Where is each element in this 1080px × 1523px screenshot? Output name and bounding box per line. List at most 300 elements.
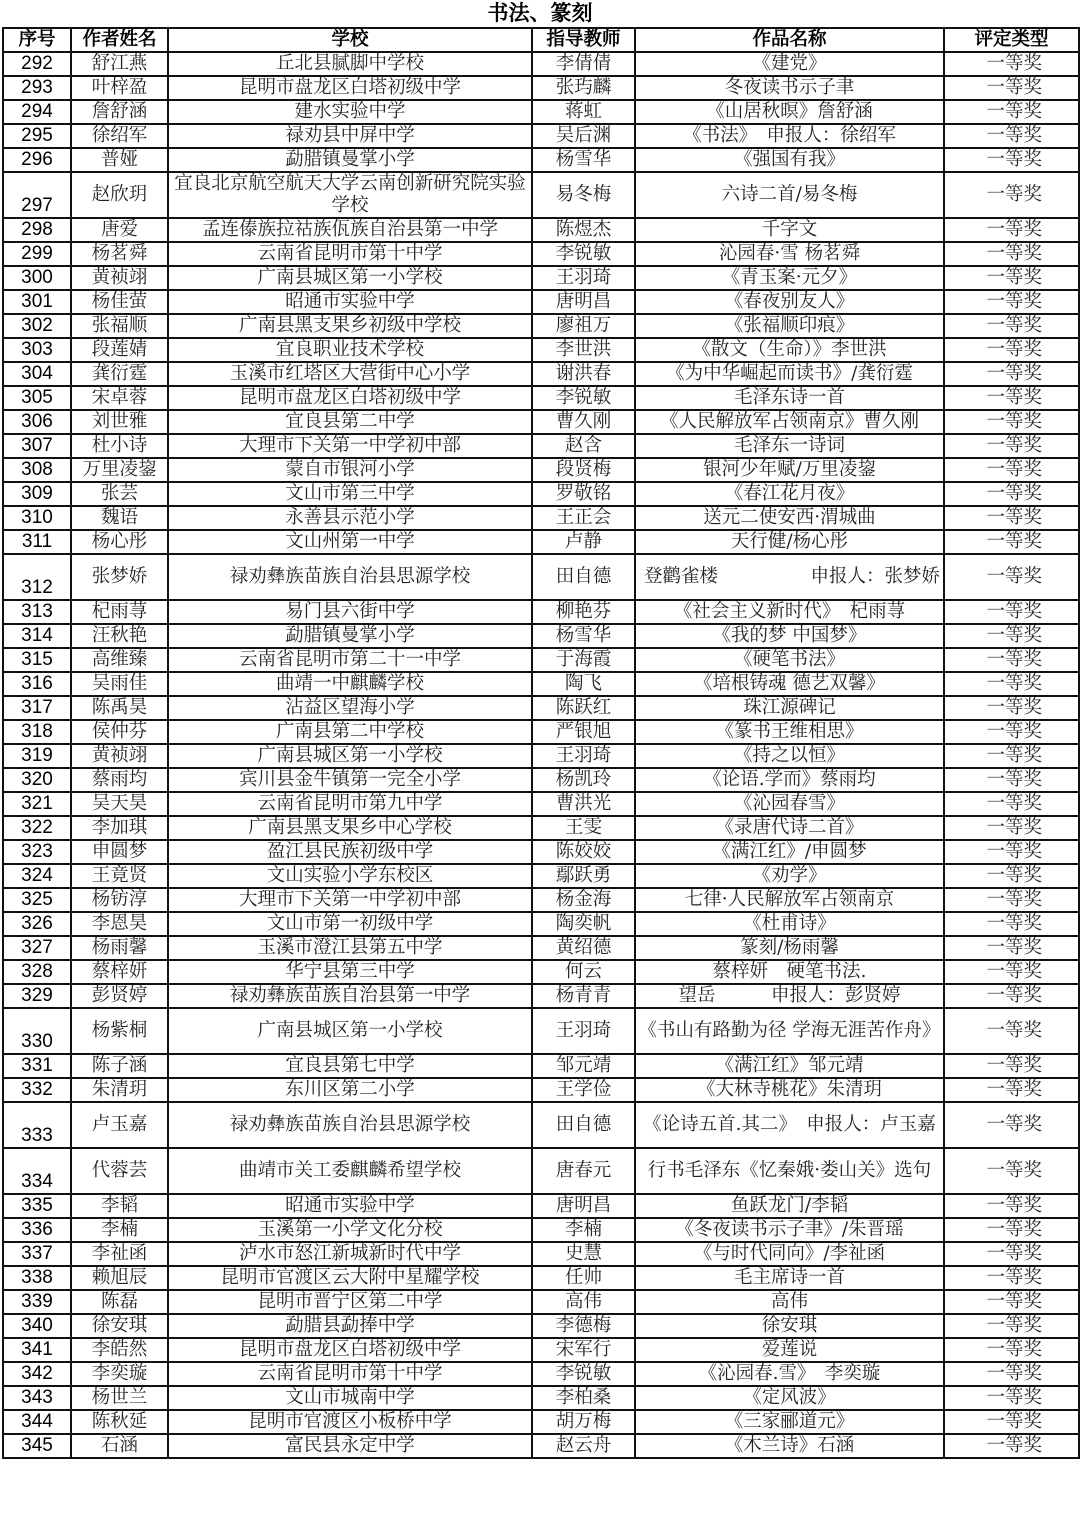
- table-row: [3, 648, 1079, 672]
- cell-author: 彭贤婷: [71, 984, 168, 1008]
- cell-work: 望岳 申报人：彭贤婷: [635, 984, 944, 1008]
- cell-school: 云南省昆明市第二十一中学: [168, 648, 532, 672]
- cell-work: 天行健/杨心彤: [635, 530, 944, 554]
- cell-work: 《定风波》: [635, 1386, 944, 1410]
- cell-award: 一等奖: [944, 1314, 1079, 1338]
- cell-work: 《论诗五首.其二》 申报人：卢玉嘉: [635, 1102, 944, 1148]
- cell-work: 《散文（生命）》李世洪: [635, 338, 944, 362]
- cell-award: 一等奖: [944, 648, 1079, 672]
- cell-award: 一等奖: [944, 624, 1079, 648]
- table-row: [3, 912, 1079, 936]
- cell-award: 一等奖: [944, 816, 1079, 840]
- cell-school: 昆明市官渡区云大附中星耀学校: [168, 1266, 532, 1290]
- cell-school: 勐腊镇曼掌小学: [168, 148, 532, 172]
- cell-author: 龚衍霆: [71, 362, 168, 386]
- cell-award: 一等奖: [944, 984, 1079, 1008]
- table-row: [3, 720, 1079, 744]
- cell-number: 336: [3, 1218, 71, 1242]
- table-row: [3, 314, 1079, 338]
- cell-author: 杨心彤: [71, 530, 168, 554]
- cell-teacher: 谢洪春: [532, 362, 635, 386]
- cell-number: 318: [3, 720, 71, 744]
- cell-school: 昆明市盘龙区白塔初级中学: [168, 386, 532, 410]
- cell-teacher: 杨金海: [532, 888, 635, 912]
- cell-number: 325: [3, 888, 71, 912]
- cell-award: 一等奖: [944, 840, 1079, 864]
- cell-award: 一等奖: [944, 888, 1079, 912]
- cell-number: 329: [3, 984, 71, 1008]
- cell-teacher: 王羽琦: [532, 266, 635, 290]
- cell-author: 高维臻: [71, 648, 168, 672]
- cell-award: 一等奖: [944, 506, 1079, 530]
- cell-work: 蔡梓妍 硬笔书法.: [635, 960, 944, 984]
- cell-number: 302: [3, 314, 71, 338]
- cell-teacher: 赵云舟: [532, 1434, 635, 1458]
- cell-number: 311: [3, 530, 71, 554]
- cell-award: 一等奖: [944, 338, 1079, 362]
- cell-work: 《社会主义新时代》 杞雨荨: [635, 600, 944, 624]
- cell-school: 禄劝彝族苗族自治县第一中学: [168, 984, 532, 1008]
- cell-number: 307: [3, 434, 71, 458]
- cell-author: 吴天昊: [71, 792, 168, 816]
- cell-number: 293: [3, 76, 71, 100]
- cell-teacher: 于海霞: [532, 648, 635, 672]
- cell-work: 沁园春·雪 杨茗舜: [635, 242, 944, 266]
- cell-work: 《建党》: [635, 52, 944, 76]
- cell-teacher: 胡万梅: [532, 1410, 635, 1434]
- cell-school: 文山市城南中学: [168, 1386, 532, 1410]
- cell-number: 297: [3, 172, 71, 218]
- cell-school: 昆明市盘龙区白塔初级中学: [168, 76, 532, 100]
- table-row: [3, 1078, 1079, 1102]
- cell-school: 勐腊镇曼掌小学: [168, 624, 532, 648]
- cell-author: 吴雨佳: [71, 672, 168, 696]
- cell-teacher: 唐明昌: [532, 290, 635, 314]
- cell-school: 丘北县腻脚中学校: [168, 52, 532, 76]
- cell-number: 305: [3, 386, 71, 410]
- cell-teacher: 曹久刚: [532, 410, 635, 434]
- cell-number: 292: [3, 52, 71, 76]
- cell-teacher: 王学俭: [532, 1078, 635, 1102]
- cell-school: 宜良县第七中学: [168, 1054, 532, 1078]
- cell-author: 李韬: [71, 1194, 168, 1218]
- cell-number: 301: [3, 290, 71, 314]
- cell-school: 文山实验小学东校区: [168, 864, 532, 888]
- cell-teacher: 李锐敏: [532, 1362, 635, 1386]
- cell-work: 《大林寺桃花》朱清玥: [635, 1078, 944, 1102]
- cell-award: 一等奖: [944, 960, 1079, 984]
- cell-teacher: 何云: [532, 960, 635, 984]
- table-row: [3, 52, 1079, 76]
- cell-author: 杨雨馨: [71, 936, 168, 960]
- cell-award: 一等奖: [944, 482, 1079, 506]
- cell-award: 一等奖: [944, 410, 1079, 434]
- cell-number: 310: [3, 506, 71, 530]
- cell-teacher: 高伟: [532, 1290, 635, 1314]
- cell-teacher: 李倩倩: [532, 52, 635, 76]
- cell-author: 蔡雨均: [71, 768, 168, 792]
- cell-author: 刘世雅: [71, 410, 168, 434]
- cell-award: 一等奖: [944, 1054, 1079, 1078]
- cell-school: 大理市下关第一中学初中部: [168, 888, 532, 912]
- cell-author: 徐绍军: [71, 124, 168, 148]
- table-row: [3, 1338, 1079, 1362]
- table-row: [3, 768, 1079, 792]
- cell-author: 李奕璇: [71, 1362, 168, 1386]
- cell-award: 一等奖: [944, 1078, 1079, 1102]
- cell-school: 广南县城区第一小学校: [168, 266, 532, 290]
- cell-number: 298: [3, 218, 71, 242]
- cell-work: 《满江红》/申圆梦: [635, 840, 944, 864]
- table-row: [3, 1410, 1079, 1434]
- cell-teacher: 任帅: [532, 1266, 635, 1290]
- table-row: [3, 386, 1079, 410]
- cell-teacher: 罗敬铭: [532, 482, 635, 506]
- cell-award: 一等奖: [944, 52, 1079, 76]
- cell-author: 陈磊: [71, 1290, 168, 1314]
- cell-teacher: 卢静: [532, 530, 635, 554]
- cell-school: 昆明市盘龙区白塔初级中学: [168, 1338, 532, 1362]
- table-row: [3, 1102, 1079, 1148]
- cell-award: 一等奖: [944, 554, 1079, 600]
- cell-author: 陈秋延: [71, 1410, 168, 1434]
- cell-teacher: 易冬梅: [532, 172, 635, 218]
- cell-work: 《人民解放军占领南京》曹久刚: [635, 410, 944, 434]
- cell-number: 330: [3, 1008, 71, 1054]
- table-row: [3, 984, 1079, 1008]
- cell-school: 玉溪市红塔区大营街中心小学: [168, 362, 532, 386]
- cell-school: 永善县示范小学: [168, 506, 532, 530]
- cell-teacher: 史慧: [532, 1242, 635, 1266]
- cell-author: 李恩昊: [71, 912, 168, 936]
- cell-school: 富民县永定中学: [168, 1434, 532, 1458]
- cell-author: 王竟贤: [71, 864, 168, 888]
- cell-work: 《篆书王维相思》: [635, 720, 944, 744]
- cell-school: 禄劝县中屏中学: [168, 124, 532, 148]
- cell-teacher: 唐春元: [532, 1148, 635, 1194]
- cell-author: 李楠: [71, 1218, 168, 1242]
- cell-school: 文山市第一初级中学: [168, 912, 532, 936]
- cell-work: 《沁园春.雪》 李奕璇: [635, 1362, 944, 1386]
- cell-author: 杨茗舜: [71, 242, 168, 266]
- cell-number: 343: [3, 1386, 71, 1410]
- table-row: [3, 936, 1079, 960]
- cell-teacher: 陈煜杰: [532, 218, 635, 242]
- cell-work: 《书山有路勤为径 学海无涯苦作舟》: [635, 1008, 944, 1054]
- table-row: [3, 242, 1079, 266]
- cell-work: 毛主席诗一首: [635, 1266, 944, 1290]
- cell-school: 大理市下关第一中学初中部: [168, 434, 532, 458]
- cell-school: 禄劝彝族苗族自治县思源学校: [168, 554, 532, 600]
- cell-teacher: 杨雪华: [532, 148, 635, 172]
- cell-school: 勐腊县勐捧中学: [168, 1314, 532, 1338]
- cell-work: 送元二使安西·渭城曲: [635, 506, 944, 530]
- cell-teacher: 段贤梅: [532, 458, 635, 482]
- cell-number: 344: [3, 1410, 71, 1434]
- cell-work: 《青玉案·元夕》: [635, 266, 944, 290]
- table-row: [3, 434, 1079, 458]
- cell-number: 294: [3, 100, 71, 124]
- table-row: [3, 506, 1079, 530]
- cell-number: 299: [3, 242, 71, 266]
- cell-school: 昭通市实验中学: [168, 1194, 532, 1218]
- cell-award: 一等奖: [944, 936, 1079, 960]
- cell-teacher: 田自德: [532, 554, 635, 600]
- cell-work: 七律·人民解放军占领南京: [635, 888, 944, 912]
- column-header-teacher: 指导教师: [532, 28, 635, 52]
- table-row: [3, 218, 1079, 242]
- cell-award: 一等奖: [944, 458, 1079, 482]
- table-row: [3, 1362, 1079, 1386]
- cell-award: 一等奖: [944, 76, 1079, 100]
- cell-award: 一等奖: [944, 148, 1079, 172]
- cell-author: 叶梓盈: [71, 76, 168, 100]
- table-row: [3, 1266, 1079, 1290]
- cell-school: 宾川县金牛镇第一完全小学: [168, 768, 532, 792]
- cell-author: 段莲婧: [71, 338, 168, 362]
- cell-teacher: 柳艳芬: [532, 600, 635, 624]
- cell-award: 一等奖: [944, 266, 1079, 290]
- cell-work: 六诗二首/易冬梅: [635, 172, 944, 218]
- cell-award: 一等奖: [944, 792, 1079, 816]
- cell-school: 云南省昆明市第十中学: [168, 242, 532, 266]
- cell-award: 一等奖: [944, 768, 1079, 792]
- cell-number: 335: [3, 1194, 71, 1218]
- cell-work: 行书毛泽东《忆秦娥·娄山关》选句: [635, 1148, 944, 1194]
- cell-teacher: 李柏桑: [532, 1386, 635, 1410]
- table-row: [3, 672, 1079, 696]
- cell-school: 广南县黑支果乡中心学校: [168, 816, 532, 840]
- table-row: [3, 1386, 1079, 1410]
- cell-award: 一等奖: [944, 744, 1079, 768]
- cell-school: 昭通市实验中学: [168, 290, 532, 314]
- cell-work: 《强国有我》: [635, 148, 944, 172]
- cell-number: 337: [3, 1242, 71, 1266]
- column-header-work: 作品名称: [635, 28, 944, 52]
- table-row: [3, 600, 1079, 624]
- cell-teacher: 陶飞: [532, 672, 635, 696]
- table-row: [3, 1314, 1079, 1338]
- table-row: [3, 1290, 1079, 1314]
- cell-work: 《录唐代诗二首》: [635, 816, 944, 840]
- table-row: [3, 816, 1079, 840]
- table-row: [3, 840, 1079, 864]
- column-header-author: 作者姓名: [71, 28, 168, 52]
- cell-teacher: 严银旭: [532, 720, 635, 744]
- cell-author: 朱清玥: [71, 1078, 168, 1102]
- table-row: [3, 124, 1079, 148]
- cell-author: 舒江燕: [71, 52, 168, 76]
- cell-school: 宜良县第二中学: [168, 410, 532, 434]
- cell-work: 《春夜别友人》: [635, 290, 944, 314]
- cell-number: 342: [3, 1362, 71, 1386]
- cell-school: 广南县城区第一小学校: [168, 1008, 532, 1054]
- cell-work: 《劝学》: [635, 864, 944, 888]
- cell-author: 徐安琪: [71, 1314, 168, 1338]
- cell-award: 一等奖: [944, 1008, 1079, 1054]
- cell-work: 珠江源碑记: [635, 696, 944, 720]
- cell-teacher: 王羽琦: [532, 744, 635, 768]
- cell-number: 322: [3, 816, 71, 840]
- cell-school: 华宁县第三中学: [168, 960, 532, 984]
- cell-teacher: 李楠: [532, 1218, 635, 1242]
- cell-author: 杨钫淳: [71, 888, 168, 912]
- cell-work: 爱莲说: [635, 1338, 944, 1362]
- cell-school: 广南县黑支果乡初级中学校: [168, 314, 532, 338]
- cell-teacher: 杨凯玲: [532, 768, 635, 792]
- cell-author: 杨世兰: [71, 1386, 168, 1410]
- cell-number: 321: [3, 792, 71, 816]
- cell-teacher: 唐明昌: [532, 1194, 635, 1218]
- cell-number: 328: [3, 960, 71, 984]
- cell-work: 《论语.学而》蔡雨均: [635, 768, 944, 792]
- cell-author: 张芸: [71, 482, 168, 506]
- cell-school: 玉溪第一小学文化分校: [168, 1218, 532, 1242]
- cell-work: 毛泽东一诗词: [635, 434, 944, 458]
- table-row: [3, 1148, 1079, 1194]
- cell-school: 玉溪市澄江县第五中学: [168, 936, 532, 960]
- cell-work: 《木兰诗》石涵: [635, 1434, 944, 1458]
- table-row: [3, 482, 1079, 506]
- cell-work: 《山居秋暝》詹舒涵: [635, 100, 944, 124]
- cell-award: 一等奖: [944, 242, 1079, 266]
- cell-number: 345: [3, 1434, 71, 1458]
- cell-teacher: 田自德: [532, 1102, 635, 1148]
- cell-school: 泸水市怒江新城新时代中学: [168, 1242, 532, 1266]
- cell-author: 汪秋艳: [71, 624, 168, 648]
- cell-school: 易门县六街中学: [168, 600, 532, 624]
- cell-author: 李祉函: [71, 1242, 168, 1266]
- table-row: [3, 792, 1079, 816]
- cell-award: 一等奖: [944, 290, 1079, 314]
- cell-number: 314: [3, 624, 71, 648]
- cell-school: 昆明市晋宁区第二中学: [168, 1290, 532, 1314]
- table-row: [3, 172, 1079, 218]
- table-row: [3, 410, 1079, 434]
- cell-teacher: 赵含: [532, 434, 635, 458]
- cell-teacher: 陈跃红: [532, 696, 635, 720]
- cell-teacher: 邹元靖: [532, 1054, 635, 1078]
- table-row: [3, 1434, 1079, 1458]
- cell-work: 毛泽东诗一首: [635, 386, 944, 410]
- cell-award: 一等奖: [944, 1218, 1079, 1242]
- cell-award: 一等奖: [944, 1434, 1079, 1458]
- cell-award: 一等奖: [944, 912, 1079, 936]
- cell-author: 宋卓蓉: [71, 386, 168, 410]
- table-row: [3, 1054, 1079, 1078]
- cell-school: 禄劝彝族苗族自治县思源学校: [168, 1102, 532, 1148]
- cell-work: 《沁园春雪》: [635, 792, 944, 816]
- table-row: [3, 696, 1079, 720]
- cell-teacher: 王正会: [532, 506, 635, 530]
- cell-school: 蒙自市银河小学: [168, 458, 532, 482]
- cell-author: 普娅: [71, 148, 168, 172]
- cell-teacher: 蒋虹: [532, 100, 635, 124]
- table-row: [3, 530, 1079, 554]
- cell-award: 一等奖: [944, 172, 1079, 218]
- cell-school: 曲靖市关工委麒麟希望学校: [168, 1148, 532, 1194]
- cell-teacher: 曹洪光: [532, 792, 635, 816]
- cell-teacher: 廖祖万: [532, 314, 635, 338]
- cell-work: 《杜甫诗》: [635, 912, 944, 936]
- cell-award: 一等奖: [944, 1290, 1079, 1314]
- cell-award: 一等奖: [944, 1362, 1079, 1386]
- awards-table: [2, 27, 1080, 1459]
- cell-work: 《张福顺印痕》: [635, 314, 944, 338]
- cell-award: 一等奖: [944, 1386, 1079, 1410]
- table-row: [3, 744, 1079, 768]
- cell-number: 324: [3, 864, 71, 888]
- cell-number: 296: [3, 148, 71, 172]
- cell-award: 一等奖: [944, 672, 1079, 696]
- cell-number: 303: [3, 338, 71, 362]
- cell-work: 千字文: [635, 218, 944, 242]
- cell-teacher: 鄢跃勇: [532, 864, 635, 888]
- table-row: [3, 100, 1079, 124]
- cell-number: 304: [3, 362, 71, 386]
- table-row: [3, 624, 1079, 648]
- cell-number: 319: [3, 744, 71, 768]
- cell-school: 东川区第二小学: [168, 1078, 532, 1102]
- cell-school: 宜良职业技术学校: [168, 338, 532, 362]
- cell-award: 一等奖: [944, 696, 1079, 720]
- cell-award: 一等奖: [944, 362, 1079, 386]
- cell-work: 《冬夜读书示子聿》/朱晋瑶: [635, 1218, 944, 1242]
- cell-school: 文山州第一中学: [168, 530, 532, 554]
- cell-number: 323: [3, 840, 71, 864]
- cell-author: 蔡梓妍: [71, 960, 168, 984]
- cell-school: 建水实验中学: [168, 100, 532, 124]
- cell-number: 315: [3, 648, 71, 672]
- column-header-number: 序号: [3, 28, 71, 52]
- cell-author: 代蓉芸: [71, 1148, 168, 1194]
- table-row: [3, 554, 1079, 600]
- cell-author: 赖旭辰: [71, 1266, 168, 1290]
- cell-work: 《培根铸魂 德艺双馨》: [635, 672, 944, 696]
- cell-teacher: 宋军行: [532, 1338, 635, 1362]
- cell-award: 一等奖: [944, 600, 1079, 624]
- cell-author: 赵欣玥: [71, 172, 168, 218]
- cell-award: 一等奖: [944, 1338, 1079, 1362]
- cell-work: 登鹳雀楼 申报人：张梦娇: [635, 554, 944, 600]
- table-body: [3, 52, 1079, 1458]
- cell-school: 曲靖一中麒麟学校: [168, 672, 532, 696]
- cell-number: 340: [3, 1314, 71, 1338]
- cell-teacher: 李锐敏: [532, 386, 635, 410]
- cell-work: 《书法》 申报人：徐绍军: [635, 124, 944, 148]
- cell-school: 宜良北京航空航天大学云南创新研究院实验学校: [168, 172, 532, 218]
- cell-teacher: 黄绍德: [532, 936, 635, 960]
- cell-author: 杨紫桐: [71, 1008, 168, 1054]
- cell-award: 一等奖: [944, 864, 1079, 888]
- cell-author: 申圆梦: [71, 840, 168, 864]
- cell-award: 一等奖: [944, 1148, 1079, 1194]
- cell-teacher: 杨青青: [532, 984, 635, 1008]
- cell-number: 326: [3, 912, 71, 936]
- cell-teacher: 王雯: [532, 816, 635, 840]
- cell-teacher: 吴后渊: [532, 124, 635, 148]
- cell-author: 黄祯翊: [71, 744, 168, 768]
- table-row: [3, 76, 1079, 100]
- cell-number: 320: [3, 768, 71, 792]
- cell-teacher: 张玙麟: [532, 76, 635, 100]
- cell-author: 杞雨荨: [71, 600, 168, 624]
- cell-author: 李加琪: [71, 816, 168, 840]
- cell-award: 一等奖: [944, 386, 1079, 410]
- cell-school: 广南县第二中学校: [168, 720, 532, 744]
- cell-award: 一等奖: [944, 218, 1079, 242]
- cell-work: 《与时代同向》/李祉函: [635, 1242, 944, 1266]
